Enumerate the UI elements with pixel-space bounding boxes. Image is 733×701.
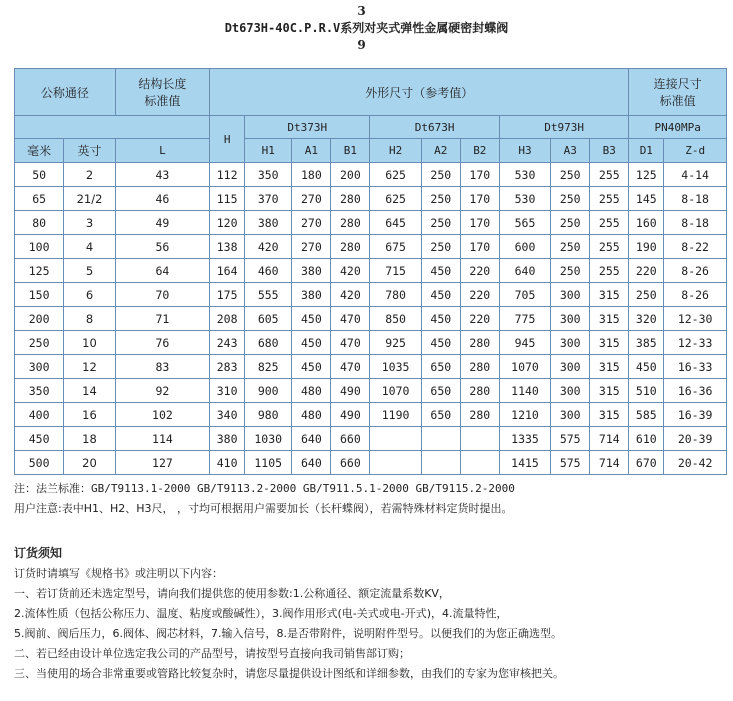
table-cell: 46	[115, 187, 210, 211]
table-cell: 65	[15, 187, 64, 211]
table-cell: 255	[590, 259, 629, 283]
table-cell: 1210	[499, 403, 550, 427]
table-cell: 280	[460, 403, 499, 427]
table-cell: 243	[210, 331, 245, 355]
table-cell: 170	[460, 211, 499, 235]
table-cell: 170	[460, 235, 499, 259]
table-cell: 380	[292, 283, 331, 307]
table-cell: 530	[499, 163, 550, 187]
table-cell: 250	[551, 259, 590, 283]
table-cell: 660	[331, 427, 370, 451]
table-cell: 380	[210, 427, 245, 451]
order-line: 一、若订货前还未选定型号，请向我们提供您的使用参数:1.公称通径、额定流量系数KV，	[14, 587, 450, 600]
table-cell: 83	[115, 355, 210, 379]
table-cell: 250	[551, 163, 590, 187]
note-flange	[14, 479, 515, 499]
table-cell: 450	[421, 331, 460, 355]
table-cell: 280	[460, 355, 499, 379]
table-cell: 250	[15, 331, 64, 355]
header-A1: A1	[292, 139, 331, 163]
table-cell: 300	[551, 283, 590, 307]
table-cell: 102	[115, 403, 210, 427]
table-cell: 220	[460, 307, 499, 331]
table-cell: 315	[590, 355, 629, 379]
table-cell: 470	[331, 355, 370, 379]
table-cell: 100	[15, 235, 64, 259]
table-cell: 420	[245, 235, 292, 259]
title-number-bottom: 9	[357, 38, 366, 52]
header-B1: B1	[331, 139, 370, 163]
table-cell: 480	[292, 403, 331, 427]
title-number-top: 3	[357, 4, 366, 18]
table-cell: 470	[331, 331, 370, 355]
table-cell: 250	[421, 163, 460, 187]
table-row	[15, 451, 727, 475]
table-cell: 12-33	[664, 331, 727, 355]
table-cell: 280	[460, 379, 499, 403]
table-cell: 250	[421, 211, 460, 235]
table-cell: 640	[499, 259, 550, 283]
table-cell: 640	[292, 427, 331, 451]
table-cell: 8-22	[664, 235, 727, 259]
table-cell: 575	[551, 427, 590, 451]
table-cell: 470	[331, 307, 370, 331]
table-cell	[460, 451, 499, 475]
table-cell: 300	[551, 331, 590, 355]
table-cell: 92	[115, 379, 210, 403]
table-cell: 575	[551, 451, 590, 475]
table-cell: 380	[292, 259, 331, 283]
table-cell: 270	[292, 235, 331, 259]
table-row	[15, 427, 727, 451]
table-cell: 14	[64, 379, 115, 403]
table-cell: 315	[590, 379, 629, 403]
table-cell: 255	[590, 187, 629, 211]
header-conn-line2: 标准值	[659, 94, 696, 108]
table-cell: 283	[210, 355, 245, 379]
table-cell: 21/2	[64, 187, 115, 211]
table-cell	[370, 427, 421, 451]
table-cell: 250	[421, 235, 460, 259]
table-cell: 714	[590, 427, 629, 451]
table-cell: 8	[64, 307, 115, 331]
order-line: 5.阀前、阀后压力，6.阀体、阀芯材料，7.输入信号，8.是否带附件，说明附件型号。以便我们的为您正确选型。	[14, 627, 562, 640]
header-Zd: Z-d	[664, 139, 727, 163]
header-H3: H3	[499, 139, 550, 163]
table-cell: 300	[551, 403, 590, 427]
table-cell: 255	[590, 235, 629, 259]
table-cell: 380	[245, 211, 292, 235]
table-cell: 925	[370, 331, 421, 355]
header-length-line2: 标准值	[144, 94, 181, 108]
table-cell: 610	[629, 427, 664, 451]
table-cell: 410	[210, 451, 245, 475]
table-row	[15, 259, 727, 283]
table-cell: 16-33	[664, 355, 727, 379]
table-cell: 555	[245, 283, 292, 307]
table-cell: 645	[370, 211, 421, 235]
table-cell: 175	[210, 283, 245, 307]
note-user: 用户注意:表中H1、H2、H3尺， ，寸均可根据用户需要加长（长杆蝶阀），若需特殊材料定货时提出。	[14, 502, 513, 515]
table-cell: 16	[64, 403, 115, 427]
table-cell: 4	[64, 235, 115, 259]
order-line: 订货时请填写《规格书》或注明以下内容：	[14, 567, 223, 580]
table-row	[15, 355, 727, 379]
table-cell: 385	[629, 331, 664, 355]
table-cell: 1070	[370, 379, 421, 403]
table-cell: 500	[15, 451, 64, 475]
order-line: 三、当使用的场合非常重要或管路比较复杂时，请您尽量提供设计图纸和详细参数，由我们的专家为您审核把关。	[14, 667, 564, 680]
table-cell: 280	[460, 331, 499, 355]
table-cell: 270	[292, 211, 331, 235]
table-cell: 980	[245, 403, 292, 427]
table-row	[15, 163, 727, 187]
table-cell: 5	[64, 259, 115, 283]
table-cell: 2	[64, 163, 115, 187]
table-cell: 480	[292, 379, 331, 403]
table-cell: 490	[331, 403, 370, 427]
table-cell: 315	[590, 307, 629, 331]
table-cell: 600	[499, 235, 550, 259]
table-row	[15, 307, 727, 331]
table-row	[15, 235, 727, 259]
table-cell: 450	[421, 259, 460, 283]
table-cell: 250	[551, 235, 590, 259]
table-cell: 1140	[499, 379, 550, 403]
table-cell: 650	[421, 379, 460, 403]
header-D1: D1	[629, 139, 664, 163]
note-flange-label: 注：法兰标准：	[14, 482, 91, 495]
table-cell: 315	[590, 403, 629, 427]
table-cell: 20-42	[664, 451, 727, 475]
header-inch: 英寸	[64, 139, 115, 163]
table-cell: 675	[370, 235, 421, 259]
table-cell: 56	[115, 235, 210, 259]
table-cell: 71	[115, 307, 210, 331]
table-cell: 8-26	[664, 259, 727, 283]
table-cell: 775	[499, 307, 550, 331]
table-cell: 250	[421, 187, 460, 211]
header-H1: H1	[245, 139, 292, 163]
table-cell: 714	[590, 451, 629, 475]
table-cell: 270	[292, 187, 331, 211]
table-cell: 250	[629, 283, 664, 307]
table-row	[15, 331, 727, 355]
table-cell: 164	[210, 259, 245, 283]
table-row	[15, 211, 727, 235]
header-nominal: 公称通径	[15, 69, 116, 116]
table-cell: 420	[331, 259, 370, 283]
table-cell: 76	[115, 331, 210, 355]
order-title: 订货须知	[14, 546, 63, 560]
table-cell: 16-39	[664, 403, 727, 427]
table-cell: 12-30	[664, 307, 727, 331]
table-cell: 605	[245, 307, 292, 331]
table-cell: 12	[64, 355, 115, 379]
table-cell: 43	[115, 163, 210, 187]
table-cell: 1415	[499, 451, 550, 475]
table-cell: 6	[64, 283, 115, 307]
header-A3: A3	[551, 139, 590, 163]
table-cell: 200	[15, 307, 64, 331]
table-cell: 400	[15, 403, 64, 427]
table-cell: 170	[460, 187, 499, 211]
table-cell: 255	[590, 211, 629, 235]
table-cell: 450	[421, 307, 460, 331]
table-cell: 10	[64, 331, 115, 355]
table-cell: 49	[115, 211, 210, 235]
table-cell: 18	[64, 427, 115, 451]
header-conn-line1: 连接尺寸	[653, 77, 702, 91]
table-cell: 300	[15, 355, 64, 379]
table-cell	[421, 427, 460, 451]
header-length	[115, 69, 210, 116]
table-cell: 1070	[499, 355, 550, 379]
table-cell: 50	[15, 163, 64, 187]
table-cell: 315	[590, 331, 629, 355]
table-cell: 8-26	[664, 283, 727, 307]
table-cell: 585	[629, 403, 664, 427]
order-notice	[14, 543, 564, 684]
table-cell: 340	[210, 403, 245, 427]
table-cell: 625	[370, 187, 421, 211]
table-cell: 125	[629, 163, 664, 187]
table-cell: 350	[15, 379, 64, 403]
header-H2: H2	[370, 139, 421, 163]
page-title: Dt673H-40C.P.R.V系列对夹式弹性金属硬密封蝶阀	[224, 21, 509, 35]
table-cell: 300	[551, 307, 590, 331]
table-cell: 220	[460, 259, 499, 283]
table-cell: 320	[629, 307, 664, 331]
header-B2: B2	[460, 139, 499, 163]
header-A2: A2	[421, 139, 460, 163]
table-cell: 420	[331, 283, 370, 307]
table-cell: 20	[64, 451, 115, 475]
table-cell: 1190	[370, 403, 421, 427]
header-B3: B3	[590, 139, 629, 163]
table-cell: 450	[292, 307, 331, 331]
table-cell: 850	[370, 307, 421, 331]
header-dims: 外形尺寸（参考值）	[210, 69, 629, 116]
table-cell	[460, 427, 499, 451]
table-cell: 70	[115, 283, 210, 307]
table-cell: 64	[115, 259, 210, 283]
table-cell: 640	[292, 451, 331, 475]
table-cell: 660	[331, 451, 370, 475]
table-cell: 20-39	[664, 427, 727, 451]
table-cell: 315	[590, 283, 629, 307]
table-cell	[421, 451, 460, 475]
header-group-3: Dt973H	[499, 116, 629, 139]
order-line: 二、若已经由设计单位选定我公司的产品型号，请按型号直接向我司销售部订购；	[14, 647, 410, 660]
table-cell	[370, 451, 421, 475]
table-cell: 825	[245, 355, 292, 379]
table-cell: 450	[629, 355, 664, 379]
table-cell: 460	[245, 259, 292, 283]
table-cell: 3	[64, 211, 115, 235]
table-cell: 170	[460, 163, 499, 187]
table-cell: 280	[331, 211, 370, 235]
table-cell: 220	[629, 259, 664, 283]
table-cell: 780	[370, 283, 421, 307]
notes	[14, 479, 515, 519]
header-mm: 毫米	[15, 139, 64, 163]
table-cell: 450	[292, 331, 331, 355]
table-cell: 160	[629, 211, 664, 235]
table-cell: 8-18	[664, 211, 727, 235]
table-cell: 208	[210, 307, 245, 331]
table-cell: 650	[421, 403, 460, 427]
table-cell: 180	[292, 163, 331, 187]
table-row	[15, 283, 727, 307]
title-block	[0, 4, 733, 52]
table-cell: 145	[629, 187, 664, 211]
table-cell: 114	[115, 427, 210, 451]
table-cell: 510	[629, 379, 664, 403]
table-cell: 125	[15, 259, 64, 283]
table-cell: 670	[629, 451, 664, 475]
table-cell: 680	[245, 331, 292, 355]
table-cell: 450	[292, 355, 331, 379]
spec-table	[14, 68, 727, 475]
table-cell: 300	[551, 379, 590, 403]
table-cell: 945	[499, 331, 550, 355]
table-cell: 250	[551, 211, 590, 235]
table-cell: 450	[421, 283, 460, 307]
table-cell: 190	[629, 235, 664, 259]
table-cell: 138	[210, 235, 245, 259]
table-cell: 650	[421, 355, 460, 379]
table-cell: 370	[245, 187, 292, 211]
table-cell: 490	[331, 379, 370, 403]
table-cell: 350	[245, 163, 292, 187]
table-cell: 4-14	[664, 163, 727, 187]
table-cell: 250	[551, 187, 590, 211]
header-length-line1: 结构长度	[138, 77, 187, 91]
header-H: H	[210, 116, 245, 163]
table-row	[15, 403, 727, 427]
table-cell: 1105	[245, 451, 292, 475]
table-cell: 715	[370, 259, 421, 283]
table-cell: 127	[115, 451, 210, 475]
table-row	[15, 379, 727, 403]
table-cell: 565	[499, 211, 550, 235]
table-cell: 8-18	[664, 187, 727, 211]
table-cell: 1035	[370, 355, 421, 379]
table-cell: 280	[331, 187, 370, 211]
table-cell: 255	[590, 163, 629, 187]
table-body	[15, 163, 727, 475]
table-cell: 112	[210, 163, 245, 187]
note-flange-value: GB/T9113.1-2000 GB/T9113.2-2000 GB/T911.5.1-2000 GB/T9115.2-2000	[91, 482, 515, 495]
header-blank	[15, 116, 210, 139]
table-row	[15, 187, 727, 211]
table-cell: 200	[331, 163, 370, 187]
table-cell: 115	[210, 187, 245, 211]
table-cell: 310	[210, 379, 245, 403]
order-line: 2.流体性质（包括公称压力、温度、粘度或酸碱性），3.阀作用形式(电-关式或电-开式)，4.流量特性，	[14, 607, 508, 620]
table-cell: 220	[460, 283, 499, 307]
header-conn	[629, 69, 727, 116]
table-cell: 150	[15, 283, 64, 307]
table-cell: 450	[15, 427, 64, 451]
table-cell: 1030	[245, 427, 292, 451]
table-cell: 280	[331, 235, 370, 259]
table-cell: 300	[551, 355, 590, 379]
header-pn: PN40MPa	[629, 116, 727, 139]
table-cell: 705	[499, 283, 550, 307]
header-group-2: Dt673H	[370, 116, 499, 139]
table-cell: 1335	[499, 427, 550, 451]
table-cell: 625	[370, 163, 421, 187]
header-L: L	[115, 139, 210, 163]
table-cell: 80	[15, 211, 64, 235]
header-group-1: Dt373H	[245, 116, 370, 139]
table-cell: 900	[245, 379, 292, 403]
table-cell: 16-36	[664, 379, 727, 403]
table-cell: 530	[499, 187, 550, 211]
table-cell: 120	[210, 211, 245, 235]
